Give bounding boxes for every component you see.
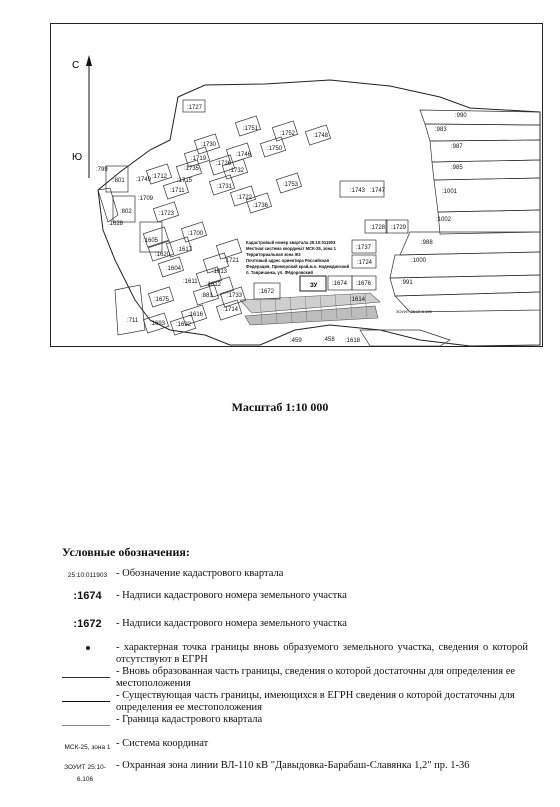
parcel-label: :1618 [345,338,361,344]
quarter-info-line: Федерация, Приморский край,м.о. Надеждинский [246,264,350,269]
legend-text: - Существующая часть границы, имеющихся в ЕГРН сведения о которой достаточны для определения ее местоположения [116,690,515,713]
parcel-label: :1001 [442,189,458,195]
parcel-label: :1002 [436,217,452,223]
quarter-info [246,240,350,275]
zone-label: ЗУ [310,283,318,289]
quarter-info-line: Почтовый адрес ориентира Российская [246,258,330,263]
south-label: Ю [72,152,83,163]
quarter-info-line: Местная система координат МСК-25, зона 1 [246,246,336,251]
parcel-label: :1700 [188,231,204,237]
parcel-label: :1730 [201,142,217,148]
parcel-label: :1628 [108,221,124,227]
parcel-label: :1719 [191,156,207,162]
legend-row-existing-boundary [60,690,528,714]
parcel-label: :801 [113,178,125,184]
cadastral-map [0,0,560,360]
existing-boundary-line-icon [62,701,110,702]
legend-title: Условные обозначения: [62,545,190,559]
parcel-label: :1727 [187,105,203,111]
parcel-label: :881 [201,293,213,299]
parcel-label: :799 [96,167,108,173]
parcel-label: :802 [120,209,132,215]
legend-symbol-parcel-existing: :1672 [73,618,102,630]
parcel-label: :1723 [159,211,175,217]
point-marker-icon [86,646,90,650]
parcel-label: :1728 [370,225,386,231]
parcel-label: :1731 [217,184,233,190]
parcel-label: :1616 [188,312,204,318]
parcel-label: :1751 [243,126,259,132]
legend-text: - характерная точка границы вновь образуемого земельного участка, сведения о которой отсутствуют в ЕГРН [116,642,528,665]
parcel-label: :1747 [370,188,386,194]
parcel-label: :1722 [237,195,253,201]
left-parcels [98,166,162,335]
parcel-label: :1712 [152,174,168,180]
legend-row-parcel-existing [60,618,528,630]
parcel-label: :1676 [356,281,372,287]
zouit-map-label: ЗОУИТ 25:10-6.106 [396,309,432,314]
parcel-label: :1748 [313,133,329,139]
parcel-label: :1715 [177,178,193,184]
parcel-label: :1617 [177,247,193,253]
parcel-label: :1737 [356,245,372,251]
parcel-label: :1746 [236,152,252,158]
north-arrow-head [86,55,92,66]
parcel-label: :1709 [138,196,154,202]
parcel-label: :1674 [332,281,348,287]
parcel-label: :1620 [155,252,171,258]
parcel-label: :1750 [267,146,283,152]
legend-text: - Охранная зона линии ВЛ-110 кВ "Давыдовка-Барабаш-Славянка 1,2" пр. 1-36 [116,760,470,771]
legend-symbol-coordinates: МСК-25, зона 1 [64,744,111,751]
new-boundary-line-icon [62,677,110,678]
legend-row-parcel-new [60,590,528,602]
parcel-label: :1605 [143,238,159,244]
parcel-label: :1726 [216,161,232,167]
parcel-label: :1611 [183,279,198,285]
parcel-label: :459 [290,338,302,344]
parcel-label: :1752 [280,131,296,137]
parcel-label: :1724 [357,260,373,266]
legend-row-new-boundary [60,666,528,690]
parcel-label: :1604 [166,266,182,272]
quarter-info-line: Кадастровый номер квартала 25:10:011903 [246,240,336,245]
parcel-label: :988 [421,240,433,246]
legend-symbol-parcel-new: :1674 [73,590,102,602]
parcel-label: :1743 [350,188,366,194]
legend-text: - Вновь образованная часть границы, сведения о которой достаточны для определения ее местоположения [116,666,516,689]
legend-text: - Надписи кадастрового номера земельного участка [116,590,347,601]
legend-row-zouit [60,760,528,783]
parcel-label: :1693 [150,321,166,327]
parcel-label: :1753 [283,182,299,188]
scale-label: Масштаб 1:10 000 [231,400,329,414]
parcel-label: :1732 [229,168,245,174]
parcel-label: :1692 [176,322,192,328]
legend-symbol-quarter-code: 25:10:011903 [67,572,108,579]
legend [60,562,528,783]
legend-text: - Обозначение кадастрового квартала [116,568,284,579]
parcel-label: :1729 [391,225,407,231]
parcel-label: :990 [455,113,467,119]
parcel-label: :1612 [206,282,222,288]
legend-row-point [60,642,528,666]
legend-text: - Система координат [116,738,209,749]
legend-text: - Надписи кадастрового номера земельного участка [116,618,347,629]
parcel-label: :1711 [170,188,185,194]
parcel-label: :983 [435,127,447,133]
north-label: С [72,60,80,71]
parcel-label: :985 [451,165,463,171]
legend-symbol-zouit: ЗОУИТ 25:10-6.106 [64,764,106,783]
parcel-label: :1714 [223,307,239,313]
quarter-info-line: Территориальная зона Ж2 [246,252,301,257]
legend-row-quarter-code [60,568,528,580]
quarter-info-line: п. Тавричанка, ул. Фёдоровский [246,270,313,275]
legend-row-quarter-boundary [60,714,528,726]
parcel-label: :1733 [227,293,243,299]
parcel-label: :1675 [154,297,170,303]
parcel-label: :1614 [350,297,366,303]
parcel-label: :458 [323,337,335,343]
parcel-label: :1736 [253,203,269,209]
parcel-label: :1721 [224,258,240,264]
parcel-label: :1749 [136,177,152,183]
parcel-label: :1672 [259,289,275,295]
parcel-label: :987 [451,144,463,150]
quarter-boundary-line-icon [62,725,110,726]
parcel-label: :1735 [184,166,200,172]
parcel-label: :1000 [411,258,427,264]
parcel-label: :1613 [212,269,228,275]
parcel-label: :711 [127,318,139,324]
legend-text: - Граница кадастрового квартала [116,714,263,725]
parcel-label: :991 [401,280,413,286]
legend-row-coordinates [60,738,528,750]
